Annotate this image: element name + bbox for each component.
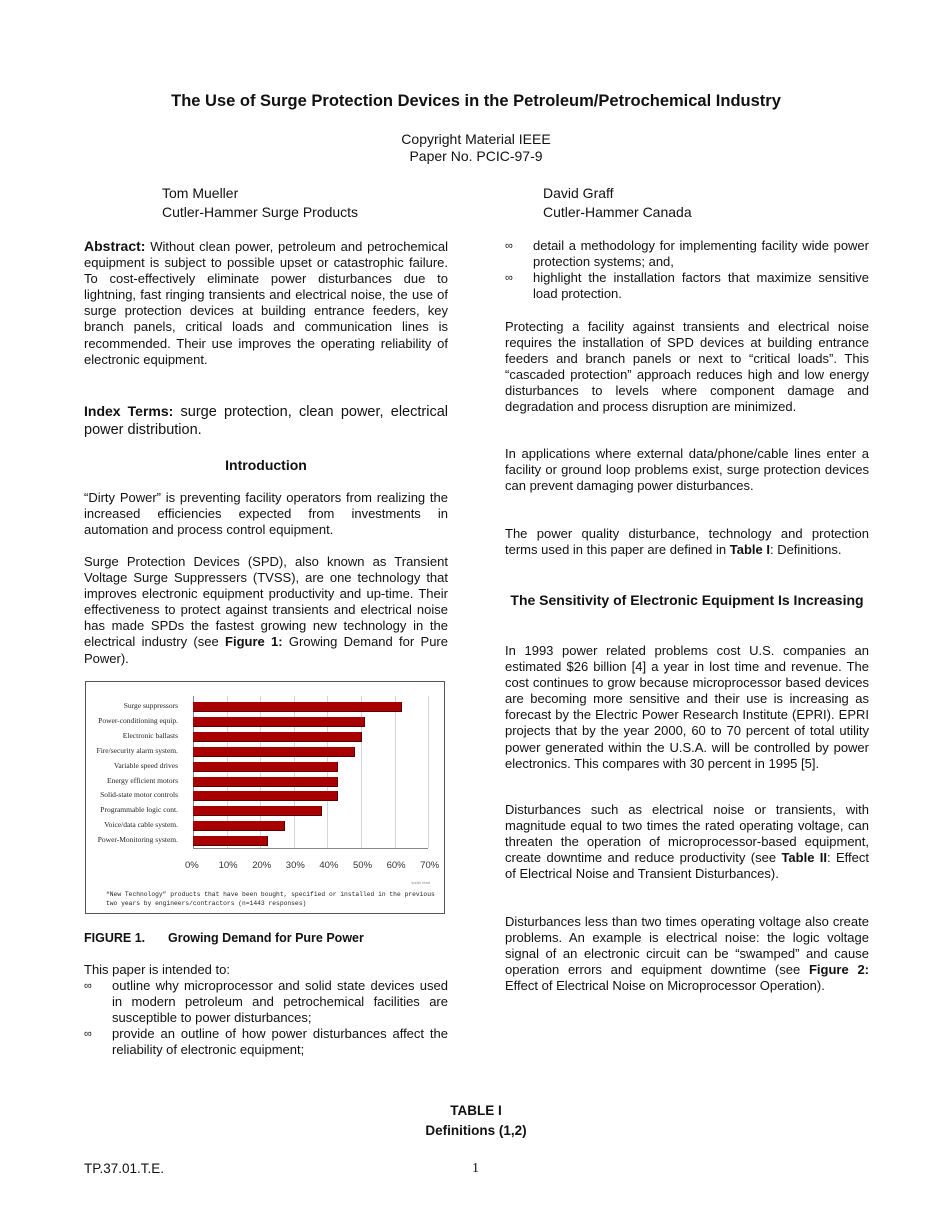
category-label: Power-Monitoring system. (97, 835, 178, 845)
section-heading-introduction: Introduction (225, 457, 307, 473)
table-title: Definitions (1,2) (425, 1123, 527, 1138)
bullet-item (84, 1026, 448, 1058)
author-affiliation: Cutler-Hammer Canada (543, 204, 692, 220)
abstract-text: Without clean power, petroleum and petrochemical equipment is subject to possible upset or catastrophic failure. To cost-effectively eliminate power disturbances due to lightning, fast ringing transients and electrical noise, the use of surge protection devices at building entrance feeders, key branch panels, critical loads and communication lines is recommended. Their use improves the operating reliability of electronic equipment. (84, 239, 448, 367)
table-reference: Table I (729, 542, 770, 558)
x-tick-label: 0% (185, 860, 199, 871)
paragraph-text: In applications where external data/phone/cable lines enter a facility or ground loop problems exist, surge protection devices can prevent damaging power disturbances. (505, 446, 869, 494)
x-tick-label: 40% (319, 860, 339, 871)
figure-1-chart (85, 681, 445, 914)
category-label: Power-conditioning equip. (98, 715, 178, 725)
bullet-item (84, 978, 448, 1026)
table-reference: Table II (781, 850, 828, 866)
right-paragraph-1 (505, 319, 869, 416)
paragraph-text: “Dirty Power” is preventing facility operators from realizing the increased efficiencies expected from investments in automation and process control equipment. (84, 490, 448, 538)
category-label: Voice/data cable system. (104, 820, 178, 830)
copyright-line: Copyright Material IEEE (401, 131, 551, 147)
bullet-item (505, 238, 869, 270)
right-paragraph-3 (505, 526, 869, 558)
category-label: Surge suppressors (123, 701, 178, 710)
chart-source-label: sodin read (411, 880, 430, 885)
table-caption (0, 1101, 952, 1141)
category-label: Energy efficient motors (107, 775, 178, 785)
intent-section (84, 962, 448, 1059)
paper-number: Paper No. PCIC-97-9 (409, 148, 543, 164)
bar (193, 717, 365, 727)
paragraph-text: The power quality disturbance, technology and protection terms used in this paper are defined in (505, 526, 869, 558)
figure-caption (84, 931, 364, 945)
x-tick-label: 70% (420, 860, 440, 871)
footer-code: TP.37.01.T.E. (84, 1161, 165, 1176)
x-axis (193, 848, 428, 849)
abstract-label: Abstract: (84, 238, 146, 254)
page-number: 1 (472, 1161, 479, 1176)
category-label: Programmable logic cont. (100, 805, 178, 815)
table-label: TABLE I (450, 1103, 502, 1118)
x-tick-label: 30% (285, 860, 305, 871)
bar (193, 762, 338, 772)
author-2 (543, 184, 692, 222)
index-label: Index Terms: (84, 403, 174, 419)
paragraph-text: Disturbances such as electrical noise or transients, with magnitude equal to two times the rated operating voltage, can threaten the operation of microprocessor-based equipment, create downtime and reduce productivity (see (505, 802, 869, 866)
gridline (428, 696, 429, 848)
figure-reference: Figure 2: (808, 962, 869, 978)
x-tick-label: 60% (386, 860, 406, 871)
paragraph-text: Growing Demand for Pure Power). (84, 634, 448, 666)
bar (193, 702, 402, 712)
paragraph-text: In 1993 power related problems cost U.S. companies an estimated $26 billion [4] a year in lost time and revenue. The cost continues to grow because microprocessor based devices are becoming more sensitive and their use is increasing as forecast by the Electric Power Research Institute (EPRI). EPRI projects that by the year 2000, 60 to 70 percent of total utility power generated within the U.S.A. will be controlled by power electronics. This compares with 30 percent in 1995 [5]. (505, 643, 869, 771)
right-paragraph-2 (505, 446, 869, 494)
category-label: Solid-state motor controls (100, 790, 178, 800)
x-tick-label: 20% (252, 860, 272, 871)
paragraph-text: : Effect of Electrical Noise and Transient Disturbances). (505, 850, 869, 882)
infinity-bullet-icon: ∞ (505, 240, 513, 252)
category-label: Electronic ballasts (122, 730, 178, 740)
bar (193, 806, 322, 816)
index-terms (84, 402, 448, 439)
right-paragraph-4 (505, 643, 869, 772)
bullet-text: outline why microprocessor and solid state devices used in modern petroleum and petrochemical facilities are susceptible to power disturbances; (112, 978, 448, 1026)
category-label: Fire/security alarm system. (96, 745, 178, 755)
paragraph-text: Disturbances less than two times operating voltage also create problems. An example is electrical noise: the logic voltage signal of an electronic circuit can be “swamped” and cause operation errors and equipment downtime (see (505, 914, 869, 978)
bar (193, 821, 285, 831)
abstract (84, 238, 448, 368)
author-1 (162, 184, 358, 222)
intent-intro: This paper is intended to: (84, 962, 230, 977)
bar (193, 791, 338, 801)
right-paragraph-6 (505, 914, 869, 994)
figure-caption-number: FIGURE 1. (84, 931, 146, 945)
category-label: Variable speed drives (113, 760, 178, 770)
infinity-bullet-icon: ∞ (505, 272, 513, 285)
bar (193, 732, 362, 742)
intro-paragraph-2 (84, 554, 448, 667)
intro-paragraph-1 (84, 490, 448, 538)
figure-caption-text: Growing Demand for Pure Power (168, 931, 364, 945)
bullet-text: detail a methodology for implementing facility wide power protection systems; and, (533, 238, 869, 270)
infinity-bullet-icon: ∞ (84, 980, 92, 993)
paragraph-text: Effect of Electrical Noise on Microprocessor Operation). (505, 978, 825, 994)
bar (193, 836, 268, 846)
paragraph-text: Protecting a facility against transients and electrical noise requires the installation of SPD devices at building entrance feeders and branch panels or next to “critical loads”. This “cascaded protection” approach reduces high and low energy disturbances to levels where component damage and degradation and process disruption are minimized. (505, 319, 869, 415)
author-name: Tom Mueller (162, 185, 239, 201)
right-bullets (505, 238, 869, 302)
x-tick-label: 50% (353, 860, 373, 871)
right-paragraph-5 (505, 802, 869, 882)
bullet-text: provide an outline of how power disturbances affect the reliability of electronic equipment; (112, 1026, 448, 1058)
bar (193, 747, 355, 757)
infinity-bullet-icon: ∞ (84, 1028, 92, 1041)
paragraph-text: : Definitions. (769, 542, 842, 558)
figure-reference: Figure 1: (225, 634, 283, 650)
author-affiliation: Cutler-Hammer Surge Products (162, 204, 359, 220)
bullet-text: highlight the installation factors that maximize sensitive load protection. (533, 270, 869, 302)
copyright-block (0, 131, 952, 165)
index-text: surge protection, clean power, electrical power distribution. (84, 404, 448, 438)
section-heading-sensitivity: The Sensitivity of Electronic Equipment Is Increasing (510, 592, 864, 608)
bar (193, 777, 338, 787)
bullet-item (505, 270, 869, 302)
gridline (395, 696, 396, 848)
chart-note: “New Technology” products that have been bought, specified or installed in the previous two years by engineers/contractors (n=1443 responses) (106, 891, 435, 907)
paper-title: The Use of Surge Protection Devices in the Petroleum/Petrochemical Industry (171, 92, 781, 110)
x-tick-label: 10% (218, 860, 238, 871)
paragraph-text: Surge Protection Devices (SPD), also known as Transient Voltage Surge Suppressers (TVSS), are one technology that improves electronic equipment productivity and up-time. Their effectiveness to protect against transients and electrical noise has made SPDs the fastest growing new technology in the electrical industry (see (84, 554, 448, 650)
author-name: David Graff (543, 185, 614, 201)
